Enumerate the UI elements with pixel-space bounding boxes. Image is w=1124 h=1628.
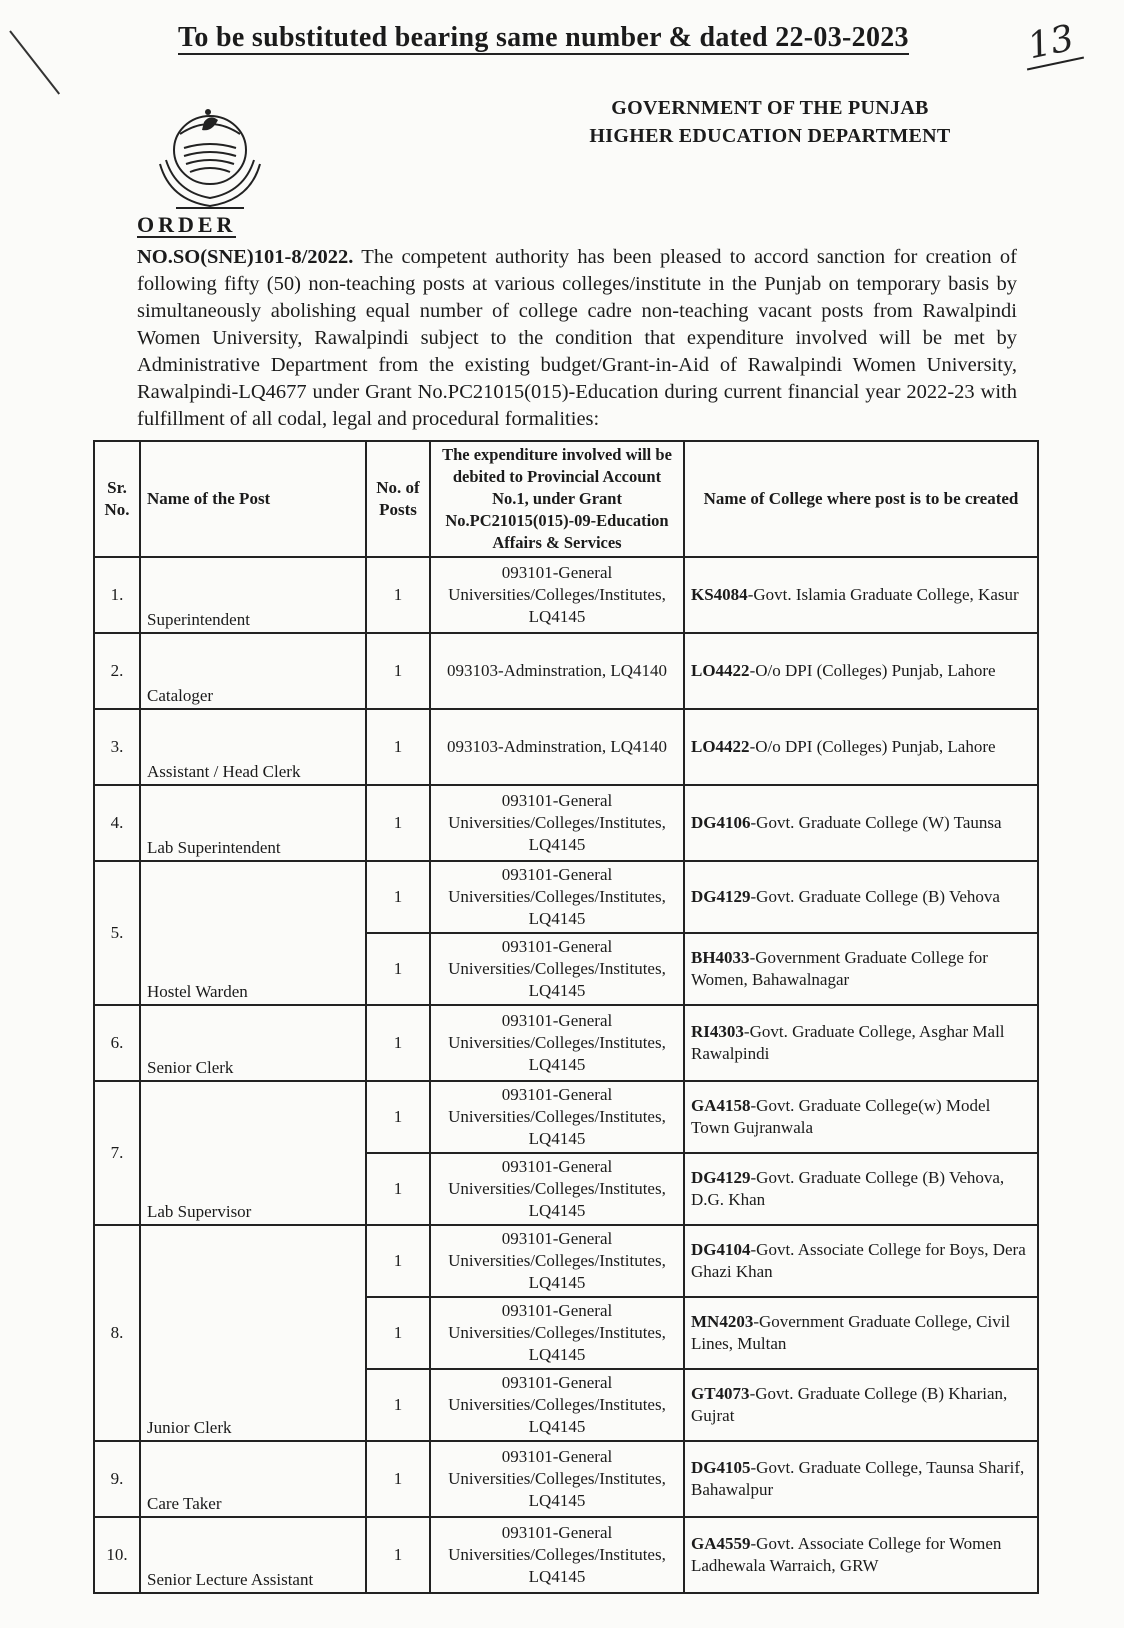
row-serial: 6. xyxy=(94,1005,140,1081)
table-body xyxy=(94,557,1038,1593)
pen-mark xyxy=(9,30,60,94)
order-paragraph xyxy=(137,244,1017,433)
college-code: GT4073 xyxy=(691,1384,750,1403)
row-serial: 5. xyxy=(94,861,140,1005)
row-expenditure: 093101-General Universities/Colleges/Institutes, LQ4145 xyxy=(430,1369,684,1441)
row-expenditure: 093101-General Universities/Colleges/Institutes, LQ4145 xyxy=(430,557,684,633)
college-code: DG4129 xyxy=(691,1168,751,1187)
row-serial: 4. xyxy=(94,785,140,861)
college-code: DG4129 xyxy=(691,887,751,906)
row-no-of-posts: 1 xyxy=(366,861,430,933)
college-name: -Government Graduate College for Women, Bahawalnagar xyxy=(691,948,988,989)
department-line: HIGHER EDUCATION DEPARTMENT xyxy=(589,125,951,147)
order-heading: ORDER xyxy=(137,212,237,237)
row-expenditure: 093101-General Universities/Colleges/Institutes, LQ4145 xyxy=(430,861,684,933)
row-serial: 3. xyxy=(94,709,140,785)
row-post-name: Lab Superintendent xyxy=(140,785,366,861)
college-name: -Govt. Graduate College (B) Vehova xyxy=(750,887,1000,906)
margin-number: 13 xyxy=(1024,17,1078,68)
order-text: The competent authority has been pleased to accord sanction for creation of following fifty (50) non-teaching posts at various colleges/institute in the Punjab on temporary basis by simultaneously abolishing equal number of college cadre non-teaching vacant posts from Rawalpindi Women University, Rawalpindi subject to the condition that expenditure involved will be met by Administrative Department from the existing budget/Grant-in-Aid of Rawalpindi Women University, Rawalpindi-LQ4677 under Grant No.PC21015(015)-Education during current financial year 2022-23 with fulfillment of all codal, legal and procedural formalities: xyxy=(137,246,1017,430)
row-college xyxy=(684,785,1038,861)
row-serial: 7. xyxy=(94,1081,140,1225)
order-reference: NO.SO(SNE)101-8/2022. xyxy=(137,246,354,268)
row-expenditure: 093101-General Universities/Colleges/Institutes, LQ4145 xyxy=(430,1153,684,1225)
row-no-of-posts: 1 xyxy=(366,1369,430,1441)
college-name: -O/o DPI (Colleges) Punjab, Lahore xyxy=(749,661,996,680)
table-row xyxy=(94,785,1038,861)
table-row xyxy=(94,1441,1038,1517)
header-post-name: Name of the Post xyxy=(140,441,366,557)
row-college xyxy=(684,1369,1038,1441)
row-post-name: Superintendent xyxy=(140,557,366,633)
row-post-name: Care Taker xyxy=(140,1441,366,1517)
row-post-name: Senior Lecture Assistant xyxy=(140,1517,366,1593)
row-serial: 8. xyxy=(94,1225,140,1441)
row-college xyxy=(684,1153,1038,1225)
posts-table xyxy=(93,440,1039,1594)
college-name: -Govt. Graduate College (W) Taunsa xyxy=(750,813,1002,832)
row-expenditure: 093101-General Universities/Colleges/Institutes, LQ4145 xyxy=(430,933,684,1005)
college-code: KS4084 xyxy=(691,585,748,604)
row-expenditure: 093101-General Universities/Colleges/Institutes, LQ4145 xyxy=(430,1441,684,1517)
header-expenditure: The expenditure involved will be debited to Provincial Account No.1, under Grant No.PC21015(015)-09-Education Affairs & Services xyxy=(430,441,684,557)
college-name: -Govt. Islamia Graduate College, Kasur xyxy=(747,585,1019,604)
college-name: -Govt. Associate College for Boys, Dera Ghazi Khan xyxy=(691,1240,1026,1281)
row-no-of-posts: 1 xyxy=(366,1441,430,1517)
row-college xyxy=(684,861,1038,933)
row-post-name: Junior Clerk xyxy=(140,1225,366,1441)
row-college xyxy=(684,709,1038,785)
college-name: -Govt. Graduate College, Taunsa Sharif, Bahawalpur xyxy=(691,1458,1025,1499)
college-code: MN4203 xyxy=(691,1312,754,1331)
college-code: DG4105 xyxy=(691,1458,751,1477)
department-header xyxy=(560,94,980,150)
row-serial: 1. xyxy=(94,557,140,633)
row-serial: 9. xyxy=(94,1441,140,1517)
header-sr: Sr. No. xyxy=(94,441,140,557)
row-no-of-posts: 1 xyxy=(366,1517,430,1593)
row-college xyxy=(684,557,1038,633)
college-name: -Govt. Graduate College(w) Model Town Gujranwala xyxy=(691,1096,991,1137)
college-code: DG4104 xyxy=(691,1240,751,1259)
row-no-of-posts: 1 xyxy=(366,933,430,1005)
row-expenditure: 093101-General Universities/Colleges/Institutes, LQ4145 xyxy=(430,1225,684,1297)
table-row xyxy=(94,1005,1038,1081)
row-serial: 10. xyxy=(94,1517,140,1593)
row-college xyxy=(684,1441,1038,1517)
header-no-of-posts: No. of Posts xyxy=(366,441,430,557)
college-code: LO4422 xyxy=(691,661,750,680)
row-no-of-posts: 1 xyxy=(366,709,430,785)
college-code: RI4303 xyxy=(691,1022,744,1041)
header-college: Name of College where post is to be created xyxy=(684,441,1038,557)
row-college xyxy=(684,1297,1038,1369)
row-expenditure: 093103-Adminstration, LQ4140 xyxy=(430,709,684,785)
row-post-name: Hostel Warden xyxy=(140,861,366,1005)
row-no-of-posts: 1 xyxy=(366,633,430,709)
college-code: LO4422 xyxy=(691,737,750,756)
row-no-of-posts: 1 xyxy=(366,1005,430,1081)
row-no-of-posts: 1 xyxy=(366,785,430,861)
row-college xyxy=(684,1005,1038,1081)
row-post-name: Senior Clerk xyxy=(140,1005,366,1081)
college-name: -Government Graduate College, Civil Lines, Multan xyxy=(691,1312,1011,1353)
table-row xyxy=(94,557,1038,633)
row-no-of-posts: 1 xyxy=(366,1225,430,1297)
row-college xyxy=(684,933,1038,1005)
table-row xyxy=(94,1225,1038,1297)
row-post-name: Cataloger xyxy=(140,633,366,709)
college-code: BH4033 xyxy=(691,948,750,967)
college-name: -Govt. Graduate College (B) Vehova, D.G. Khan xyxy=(691,1168,1005,1209)
row-serial: 2. xyxy=(94,633,140,709)
row-expenditure: 093101-General Universities/Colleges/Institutes, LQ4145 xyxy=(430,1081,684,1153)
row-post-name: Lab Supervisor xyxy=(140,1081,366,1225)
table-row xyxy=(94,633,1038,709)
college-code: DG4106 xyxy=(691,813,751,832)
table-row xyxy=(94,861,1038,933)
row-expenditure: 093101-General Universities/Colleges/Institutes, LQ4145 xyxy=(430,1005,684,1081)
college-name: -Govt. Graduate College (B) Kharian, Gujrat xyxy=(691,1384,1008,1425)
row-expenditure: 093101-General Universities/Colleges/Institutes, LQ4145 xyxy=(430,1517,684,1593)
table-row xyxy=(94,709,1038,785)
row-college xyxy=(684,633,1038,709)
gov-line: GOVERNMENT OF THE PUNJAB xyxy=(611,97,929,119)
substitution-note: To be substituted bearing same number & dated 22-03-2023 xyxy=(178,22,909,53)
row-college xyxy=(684,1225,1038,1297)
college-name: -Govt. Graduate College, Asghar Mall Rawalpindi xyxy=(691,1022,1005,1063)
punjab-emblem-icon xyxy=(146,104,274,216)
row-no-of-posts: 1 xyxy=(366,1297,430,1369)
table-row xyxy=(94,1517,1038,1593)
row-college xyxy=(684,1517,1038,1593)
row-expenditure: 093103-Adminstration, LQ4140 xyxy=(430,633,684,709)
college-name: -Govt. Associate College for Women Ladhewala Warraich, GRW xyxy=(691,1534,1002,1575)
row-post-name: Assistant / Head Clerk xyxy=(140,709,366,785)
college-name: -O/o DPI (Colleges) Punjab, Lahore xyxy=(749,737,996,756)
row-no-of-posts: 1 xyxy=(366,1153,430,1225)
college-code: GA4559 xyxy=(691,1534,751,1553)
table-row xyxy=(94,1081,1038,1153)
row-no-of-posts: 1 xyxy=(366,1081,430,1153)
row-expenditure: 093101-General Universities/Colleges/Institutes, LQ4145 xyxy=(430,1297,684,1369)
row-no-of-posts: 1 xyxy=(366,557,430,633)
row-college xyxy=(684,1081,1038,1153)
row-expenditure: 093101-General Universities/Colleges/Institutes, LQ4145 xyxy=(430,785,684,861)
table-header-row xyxy=(94,441,1038,557)
college-code: GA4158 xyxy=(691,1096,751,1115)
